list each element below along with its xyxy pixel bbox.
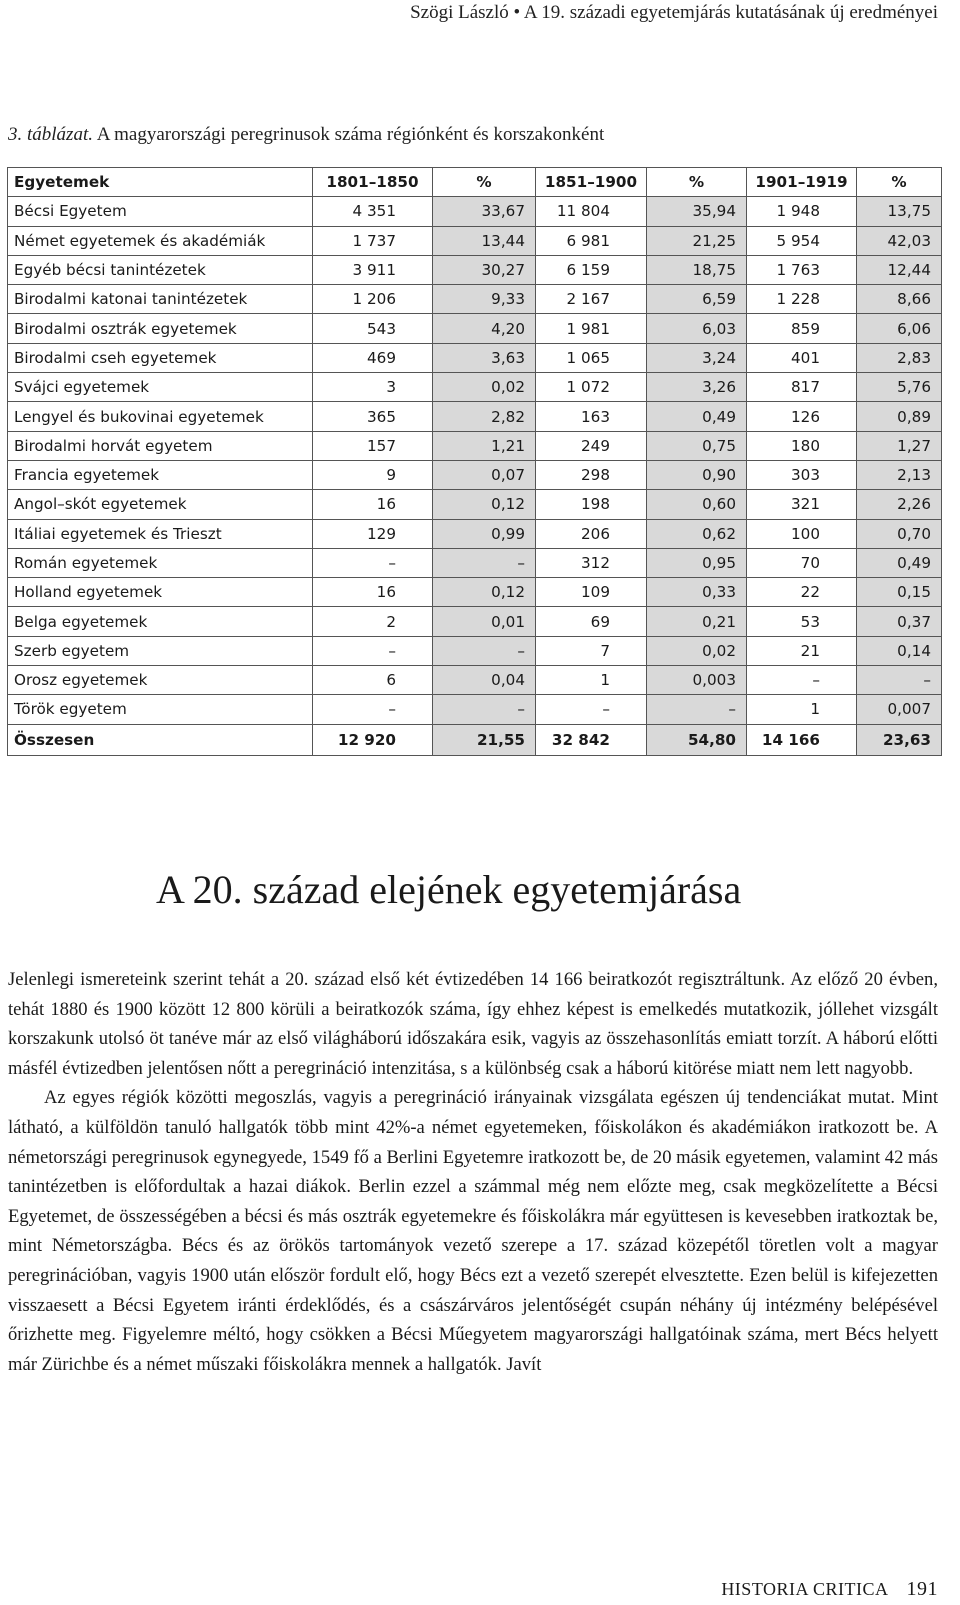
column-header: %: [647, 168, 747, 197]
table-body: [8, 197, 942, 755]
table-cell: 42,03: [857, 226, 942, 255]
table-cell: 1 763: [747, 255, 857, 284]
table-cell: 1: [536, 666, 647, 695]
table-cell: 18,75: [647, 255, 747, 284]
table-cell: 0,02: [433, 373, 536, 402]
table-cell: 303: [747, 460, 857, 489]
table-cell: 298: [536, 460, 647, 489]
table-cell: 8,66: [857, 285, 942, 314]
table-cell: 401: [747, 343, 857, 372]
row-label: Belga egyetemek: [8, 607, 313, 636]
table-caption-text: A magyarországi peregrinusok száma régiónként és korszakonként: [96, 124, 605, 145]
table-cell: 9,33: [433, 285, 536, 314]
table-row: [8, 285, 942, 314]
table-cell: 0,89: [857, 402, 942, 431]
table-row: [8, 548, 942, 577]
table-row: [8, 460, 942, 489]
body-text: [8, 965, 938, 1379]
table-cell: 4,20: [433, 314, 536, 343]
table-cell: 249: [536, 431, 647, 460]
table-row: [8, 578, 942, 607]
table-cell: 1 737: [313, 226, 433, 255]
column-header: 1851–1900: [536, 168, 647, 197]
table-cell: 3,24: [647, 343, 747, 372]
table-cell: 6,03: [647, 314, 747, 343]
table-cell: 3 911: [313, 255, 433, 284]
table-cell: 0,33: [647, 578, 747, 607]
table-cell: 53: [747, 607, 857, 636]
table-cell: 13,75: [857, 197, 942, 226]
table-cell: 6: [313, 666, 433, 695]
table-cell: 1 228: [747, 285, 857, 314]
table-cell: 0,04: [433, 666, 536, 695]
row-label: Török egyetem: [8, 695, 313, 724]
table-cell: 1,21: [433, 431, 536, 460]
table-cell: 0,21: [647, 607, 747, 636]
table-cell: 0,90: [647, 460, 747, 489]
table-cell: 0,01: [433, 607, 536, 636]
column-header: Egyetemek: [8, 168, 313, 197]
table-cell: 9: [313, 460, 433, 489]
table-cell: –: [313, 695, 433, 724]
table-cell: –: [313, 636, 433, 665]
page-footer: [721, 1578, 938, 1601]
row-label: Birodalmi osztrák egyetemek: [8, 314, 313, 343]
table-row: [8, 314, 942, 343]
page-number: 191: [906, 1578, 938, 1600]
row-label: Bécsi Egyetem: [8, 197, 313, 226]
row-label: Birodalmi horvát egyetem: [8, 431, 313, 460]
table-cell: 2 167: [536, 285, 647, 314]
table-cell: –: [536, 695, 647, 724]
table-cell: 16: [313, 490, 433, 519]
table-cell: 3: [313, 373, 433, 402]
table-cell: 0,12: [433, 490, 536, 519]
table-cell: –: [647, 695, 747, 724]
table-cell: 21,55: [433, 724, 536, 755]
table-cell: 16: [313, 578, 433, 607]
table-cell: 0,02: [647, 636, 747, 665]
peregrinus-table: [7, 167, 942, 756]
table-cell: 312: [536, 548, 647, 577]
table-cell: 5,76: [857, 373, 942, 402]
table-cell: 11 804: [536, 197, 647, 226]
table-cell: 859: [747, 314, 857, 343]
table-cell: –: [433, 636, 536, 665]
row-label: Egyéb bécsi tanintézetek: [8, 255, 313, 284]
row-label: Lengyel és bukovinai egyetemek: [8, 402, 313, 431]
table-cell: 0,70: [857, 519, 942, 548]
table-cell: 5 954: [747, 226, 857, 255]
table-row: [8, 519, 942, 548]
table-cell: 54,80: [647, 724, 747, 755]
section-title: A 20. század elejének egyetemjárása: [156, 867, 742, 912]
table-cell: 21,25: [647, 226, 747, 255]
table-cell: –: [747, 666, 857, 695]
table-cell: 69: [536, 607, 647, 636]
table-row: [8, 607, 942, 636]
table-cell: 30,27: [433, 255, 536, 284]
row-label: Birodalmi cseh egyetemek: [8, 343, 313, 372]
table-cell: 2: [313, 607, 433, 636]
table-row: [8, 402, 942, 431]
table-cell: 1: [747, 695, 857, 724]
row-label: Angol–skót egyetemek: [8, 490, 313, 519]
table-cell: 22: [747, 578, 857, 607]
table-cell: 163: [536, 402, 647, 431]
table-cell: 1 981: [536, 314, 647, 343]
table-cell: 6,59: [647, 285, 747, 314]
table-cell: 0,007: [857, 695, 942, 724]
table-cell: 1 206: [313, 285, 433, 314]
table-cell: 3,26: [647, 373, 747, 402]
table-cell: 469: [313, 343, 433, 372]
table-row: [8, 373, 942, 402]
table-cell: 157: [313, 431, 433, 460]
table-cell: 180: [747, 431, 857, 460]
table-cell: 0,75: [647, 431, 747, 460]
table-cell: 13,44: [433, 226, 536, 255]
table-cell: 1 948: [747, 197, 857, 226]
table-row: [8, 695, 942, 724]
journal-name: HISTORIA CRITICA: [721, 1579, 889, 1599]
table-cell: 198: [536, 490, 647, 519]
table-cell: 12,44: [857, 255, 942, 284]
table-cell: 1,27: [857, 431, 942, 460]
table-row: [8, 197, 942, 226]
table-cell: 109: [536, 578, 647, 607]
table-cell: 0,15: [857, 578, 942, 607]
row-label: Orosz egyetemek: [8, 666, 313, 695]
table-cell: 0,14: [857, 636, 942, 665]
table-cell: 100: [747, 519, 857, 548]
table-row: [8, 226, 942, 255]
row-label: Szerb egyetem: [8, 636, 313, 665]
table-cell: 1 072: [536, 373, 647, 402]
table-cell: 14 166: [747, 724, 857, 755]
table-cell: 126: [747, 402, 857, 431]
table-cell: 0,003: [647, 666, 747, 695]
table-cell: 0,07: [433, 460, 536, 489]
paragraph: Az egyes régiók közötti megoszlás, vagyis a peregrináció irányainak vizsgálata egészen új tendenciákat mutat. Mint látható, a külföldön tanuló hallgatók több mint 42%-a német egyetemeken, főiskolákon és akadémiákon iratkozott be. A németországi peregrinusok egynegyede, 1549 fő a Berlini Egyetemre iratkozott be, de 20 másik egyetemen, valamint 42 más tanintézetben is előfordultak a hazai diákok. Berlin ezzel a számmal még nem előzte meg, csak megközelítette a Bécsi Egyetemet, de összességében a bécsi és más osztrák egyetemekre és főiskolákra már együttesen is kevesebben iratkoztak be, mint Németországba. Bécs és az örökös tartományok vezető szerepe a 17. század közepétől töretlen volt a magyar peregrinációban, vagyis 1900 után először fordult elő, hogy Bécs ezt a vezető szerepét elvesztette. Ezen belül is kifejezetten visszaesett a Bécsi Egyetem iránti érdeklődés, és a császárváros jelentőségét csupán néhány új intézmény belépésével őrizhette meg. Figyelemre méltó, hogy csökken a Bécsi Műegyetem magyarországi hallgatóinak száma, mert Bécs helyett már Zürichbe és a német műszaki főiskolákra mennek a hallgatók. Javít: [8, 1087, 938, 1375]
column-header: %: [857, 168, 942, 197]
row-label: Birodalmi katonai tanintézetek: [8, 285, 313, 314]
table-cell: 817: [747, 373, 857, 402]
table-row: [8, 343, 942, 372]
table-cell: 2,83: [857, 343, 942, 372]
table-row: [8, 666, 942, 695]
table-cell: 2,13: [857, 460, 942, 489]
row-label: Svájci egyetemek: [8, 373, 313, 402]
table-cell: 12 920: [313, 724, 433, 755]
table-cell: 0,49: [647, 402, 747, 431]
table-caption-label: 3. táblázat.: [8, 124, 93, 145]
row-label: Német egyetemek és akadémiák: [8, 226, 313, 255]
table-cell: 0,62: [647, 519, 747, 548]
running-header: Szögi László • A 19. századi egyetemjárás kutatásának új eredményei: [410, 2, 938, 23]
table-header-row: [8, 168, 942, 197]
row-label: Holland egyetemek: [8, 578, 313, 607]
table-cell: –: [313, 548, 433, 577]
table-cell: 4 351: [313, 197, 433, 226]
table-cell: 321: [747, 490, 857, 519]
table-cell: 0,60: [647, 490, 747, 519]
table-cell: 23,63: [857, 724, 942, 755]
table-cell: 543: [313, 314, 433, 343]
table-cell: 33,67: [433, 197, 536, 226]
table-cell: 6 981: [536, 226, 647, 255]
row-label: Román egyetemek: [8, 548, 313, 577]
table-row: [8, 490, 942, 519]
column-header: 1801–1850: [313, 168, 433, 197]
table-cell: 3,63: [433, 343, 536, 372]
paragraph: Jelenlegi ismereteink szerint tehát a 20. század első két évtizedében 14 166 beiratkozót regisztráltunk. Az előző 20 évben, tehát 1880 és 1900 között 12 800 körüli a beiratkozók száma, így ehhez képest is emelkedés mutatkozik, jóllehet vizsgált korszakunk utolsó öt tanéve már az első világháború időszakára esik, vagyis az összehasonlítás emiatt torzít. A háború előtti másfél évtizedben jelentősen nőtt a peregrináció intenzitása, s a különbség csak a háború kitörése miatt nem lett nagyobb.: [8, 969, 938, 1079]
table-row: [8, 431, 942, 460]
table-cell: –: [433, 695, 536, 724]
table-cell: 35,94: [647, 197, 747, 226]
table-cell: 0,49: [857, 548, 942, 577]
table-cell: 1 065: [536, 343, 647, 372]
table-cell: 6,06: [857, 314, 942, 343]
table-cell: 0,12: [433, 578, 536, 607]
column-header: 1901–1919: [747, 168, 857, 197]
table-cell: –: [433, 548, 536, 577]
table-cell: 129: [313, 519, 433, 548]
table-cell: 0,99: [433, 519, 536, 548]
table-cell: 0,95: [647, 548, 747, 577]
table-cell: 21: [747, 636, 857, 665]
table-cell: 2,26: [857, 490, 942, 519]
table-row: [8, 636, 942, 665]
row-label: Francia egyetemek: [8, 460, 313, 489]
table-cell: 2,82: [433, 402, 536, 431]
table-cell: 365: [313, 402, 433, 431]
table-total-row: [8, 724, 942, 755]
table-cell: 32 842: [536, 724, 647, 755]
table-caption: [8, 124, 604, 146]
column-header: %: [433, 168, 536, 197]
table-row: [8, 255, 942, 284]
row-label: Összesen: [8, 724, 313, 755]
table-cell: 70: [747, 548, 857, 577]
table-cell: –: [857, 666, 942, 695]
table-cell: 6 159: [536, 255, 647, 284]
table-cell: 206: [536, 519, 647, 548]
row-label: Itáliai egyetemek és Trieszt: [8, 519, 313, 548]
table-cell: 0,37: [857, 607, 942, 636]
table-cell: 7: [536, 636, 647, 665]
